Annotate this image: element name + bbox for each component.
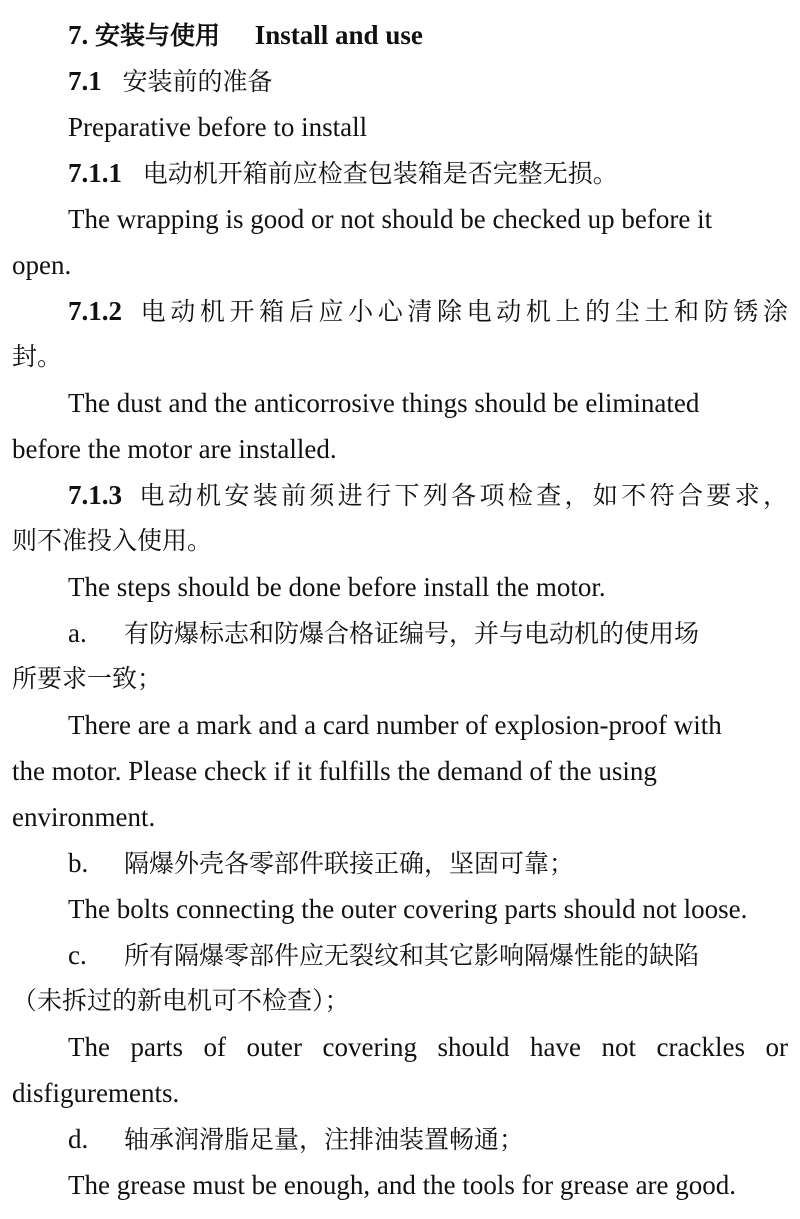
subsection-heading xyxy=(68,58,788,104)
check-c-en-line1: The parts of outer covering should have not crackles or xyxy=(68,1032,788,1062)
section-number: 7. xyxy=(68,20,89,50)
item-7-1-1-en-line2: open. xyxy=(12,250,72,280)
check-letter: d. xyxy=(68,1124,89,1154)
item-7-1-2-zh-line2: 封。 xyxy=(12,342,63,371)
item-7-1-3-en: The steps should be done before install the motor. xyxy=(68,572,606,602)
item-number: 7.1.1 xyxy=(68,158,122,188)
check-a-en-line2: the motor. Please check if it fulfills the demand of the using xyxy=(12,756,657,786)
check-text-zh: 隔爆外壳各零部件联接正确，坚固可靠； xyxy=(124,849,575,878)
section-title-en: Install and use xyxy=(254,20,423,50)
item-number: 7.1.3 xyxy=(68,480,122,510)
item-7-1-1-zh xyxy=(68,150,788,196)
check-a-en-line1: There are a mark and a card number of explosion-proof with xyxy=(68,710,722,740)
check-a-en-line3: environment. xyxy=(12,802,156,832)
check-text-zh: 轴承润滑脂足量，注排油装置畅通； xyxy=(124,1125,525,1154)
item-number: 7.1.2 xyxy=(68,296,122,326)
check-c-en-line2: disfigurements. xyxy=(12,1078,180,1108)
check-d-zh xyxy=(68,1116,788,1162)
item-7-1-3-zh-line1 xyxy=(68,472,788,518)
section-heading xyxy=(68,12,788,58)
item-7-1-2-en-line2: before the motor are installed. xyxy=(12,434,337,464)
item-7-1-3-zh-line2: 则不准投入使用。 xyxy=(12,526,213,555)
subsection-title-en: Preparative before to install xyxy=(68,112,368,142)
check-a-zh-line2: 所要求一致； xyxy=(12,664,163,693)
item-7-1-2-zh-line1 xyxy=(68,288,788,334)
check-d-en: The grease must be enough, and the tools for grease are good. xyxy=(68,1170,737,1200)
check-letter: a. xyxy=(68,618,87,648)
item-text-zh: 电动机安装前须进行下列各项检查，如不符合要求， xyxy=(136,481,788,510)
item-text-zh: 电动机开箱前应检查包装箱是否完整无损。 xyxy=(142,159,618,188)
subsection-title-zh: 安装前的准备 xyxy=(122,67,273,96)
subsection-number: 7.1 xyxy=(68,66,102,96)
check-a-zh-line1 xyxy=(68,610,788,656)
check-text-zh: 有防爆标志和防爆合格证编号，并与电动机的使用场 xyxy=(124,619,700,648)
check-letter: b. xyxy=(68,848,89,878)
section-title-zh: 安装与使用 xyxy=(95,21,221,50)
check-letter: c. xyxy=(68,940,87,970)
check-b-en: The bolts connecting the outer covering parts should not loose. xyxy=(68,894,748,924)
check-c-zh-line1 xyxy=(68,932,788,978)
check-b-zh xyxy=(68,840,788,886)
check-text-zh: 所有隔爆零部件应无裂纹和其它影响隔爆性能的缺陷 xyxy=(124,941,700,970)
check-c-zh-line2: （未拆过的新电机可不检查）； xyxy=(12,986,350,1015)
item-7-1-2-en-line1: The dust and the anticorrosive things should be eliminated xyxy=(68,388,700,418)
item-7-1-1-en-line1: The wrapping is good or not should be checked up before it xyxy=(68,204,713,234)
item-text-zh: 电动机开箱后应小心清除电动机上的尘土和防锈涂 xyxy=(136,297,788,326)
